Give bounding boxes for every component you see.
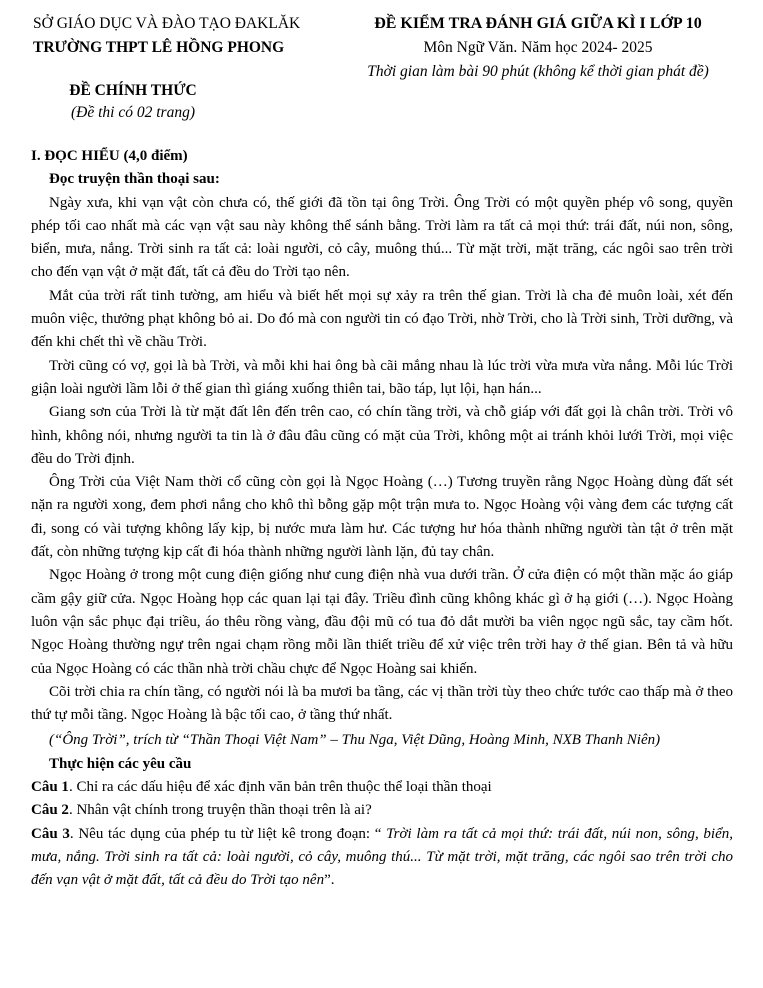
story-paragraph: Giang sơn của Trời là từ mặt đất lên đến trên cao, có chín tầng trời, và chỗ giáp với đất gọi là chân trời. Trời vô hình, không nói, nhưng người ta tin là ở đâu đâu cũng có mặt của Trời, không một ai tránh khỏi lưới Trời, mọi việc đều do Trời định. — [31, 404, 733, 467]
exam-content — [31, 145, 733, 893]
subject-line: Môn Ngữ Văn. Năm học 2024- 2025 — [423, 39, 653, 56]
story-paragraph: Cõi trời chia ra chín tầng, có người nói là ba mươi ba tầng, các vị thần trời tùy theo chức tước cao thấp mà ở theo thứ tự mỗi tầng. Ngọc Hoàng là bậc tối cao, ở tầng thứ nhất. — [31, 683, 733, 724]
question-2 — [31, 799, 733, 822]
story-paragraph: Mắt của trời rất tinh tường, am hiểu và biết hết mọi sự xảy ra trên thế gian. Trời là cha đẻ muôn loài, xét đến muôn việc, thưởng phạt không bỏ ai. Do đó mà con người tin có đạo Trời, nhờ Trời, cho là Trời sinh, Trời dưỡng, và đến khi chết thì về chầu Trời. — [31, 287, 733, 351]
department-name: SỞ GIÁO DỤC VÀ ĐÀO TẠO ĐAKLĂK — [33, 15, 301, 32]
exam-title: ĐỀ KIỂM TRA ĐÁNH GIÁ GIỮA KÌ I LỚP 10 — [374, 15, 702, 32]
story-text — [31, 192, 733, 728]
question-label: Câu 1 — [31, 779, 69, 796]
school-name: TRƯỜNG THPT LÊ HỒNG PHONG — [33, 39, 285, 56]
time-note: Thời gian làm bài 90 phút (không kể thời gian phát đề) — [367, 63, 709, 80]
story-paragraph: Ngọc Hoàng ở trong một cung điện giống như cung điện nhà vua dưới trần. Ở cửa điện có một thần mặc áo giáp cầm gậy giữ cửa. Ngọc Hoàng họp các quan lại tại đây. Triều đình cũng không khác gì ở hạ giới (…). Ngọc Hoàng luôn vận sắc phục đại triều, áo thêu rồng vàng, đầu đội mũ có tua đỏ dắt mười ba viên ngọc ngũ sắc, tay cầm hốt. Ngọc Hoàng thường ngự trên ngai chạm rồng mỗi lần thiết triều để xử việc trên trời hay ở thế gian. Bên tả và hữu của Ngọc Hoàng có các thần nhà trời chầu chực để Ngọc Hoàng sai khiến. — [31, 567, 733, 677]
exam-header — [338, 12, 738, 84]
question-quote: Trời làm ra tất cả mọi thứ: trái đất, núi non, sông, biển, mưa, nắng. Trời sinh ra tất cả: loài người, cỏ cây, muông thú... Từ mặt trời, mặt trăng, các ngôi sao trên trời cho đến vạn vật ở mặt đất, tất cả đều do Trời tạo nên — [31, 825, 733, 889]
question-text: . Nhân vật chính trong truyện thần thoại trên là ai? — [68, 802, 372, 819]
question-3 — [31, 823, 733, 893]
school-header — [33, 12, 363, 60]
official-label: ĐỀ CHÍNH THỨC — [69, 82, 197, 99]
page-count: (Đề thi có 02 trang) — [71, 104, 195, 121]
question-text: . Chỉ ra các dấu hiệu để xác định văn bản trên thuộc thể loại thần thoại — [68, 779, 492, 796]
official-block — [33, 80, 233, 124]
source-citation: (“Ông Trời”, trích từ “Thần Thoại Việt Nam” – Thu Nga, Việt Dũng, Hoàng Minh, NXB Thanh Niên) — [49, 732, 661, 749]
story-paragraph: Trời cũng có vợ, gọi là bà Trời, và mỗi khi hai ông bà cãi mắng nhau là lúc trời vừa mưa vừa nắng. Mỗi lúc Trời giận loài người lầm lỗi ở thế gian thì giáng xuống thiên tai, bão táp, lụt lội, hạn hán... — [31, 357, 733, 397]
section-heading: I. ĐỌC HIỂU (4,0 điểm) — [31, 148, 188, 164]
story-paragraph: Ngày xưa, khi vạn vật còn chưa có, thế giới đã tồn tại ông Trời. Ông Trời có một quyền phép vô song, quyền phép tối cao nhất mà các vạn vật sau này không thể sánh bằng. Trời làm ra tất cả mọi thứ: trái đất, núi non, sông, biển, mưa, nắng. Trời sinh ra tất cả: loài người, cỏ cây, muông thú... Từ mặt trời, mặt trăng, các ngôi sao trên trời cho đến vạn vật ở mặt đất, tất cả đều do Trời tạo nên. — [31, 194, 733, 281]
reading-instruction: Đọc truyện thần thoại sau: — [49, 171, 220, 188]
question-label: Câu 3 — [31, 825, 70, 842]
question-label: Câu 2 — [31, 802, 69, 819]
question-text: . Nêu tác dụng của phép tu từ liệt kê trong đoạn: “ — [69, 825, 387, 842]
question-tail: ”. — [324, 872, 335, 889]
story-paragraph: Ông Trời của Việt Nam thời cổ cũng còn gọi là Ngọc Hoàng (…) Tương truyền rằng Ngọc Hoàng dùng đất sét nặn ra người xong, đem phơi nắng cho khô thì bỗng gặp một trận mưa to. Ngọc Hoàng vội vàng đem các tượng cất đi, song có vài tượng không lấy kịp, bị nước mưa làm hư. Các tượng hư hóa thành những người tàn tật ở trên mặt đất, còn những tượng kịp cất đi hóa thành những người lành lặn, đủ tay chân. — [31, 474, 733, 561]
question-1 — [31, 776, 733, 799]
tasks-heading: Thực hiện các yêu cầu — [49, 755, 192, 772]
